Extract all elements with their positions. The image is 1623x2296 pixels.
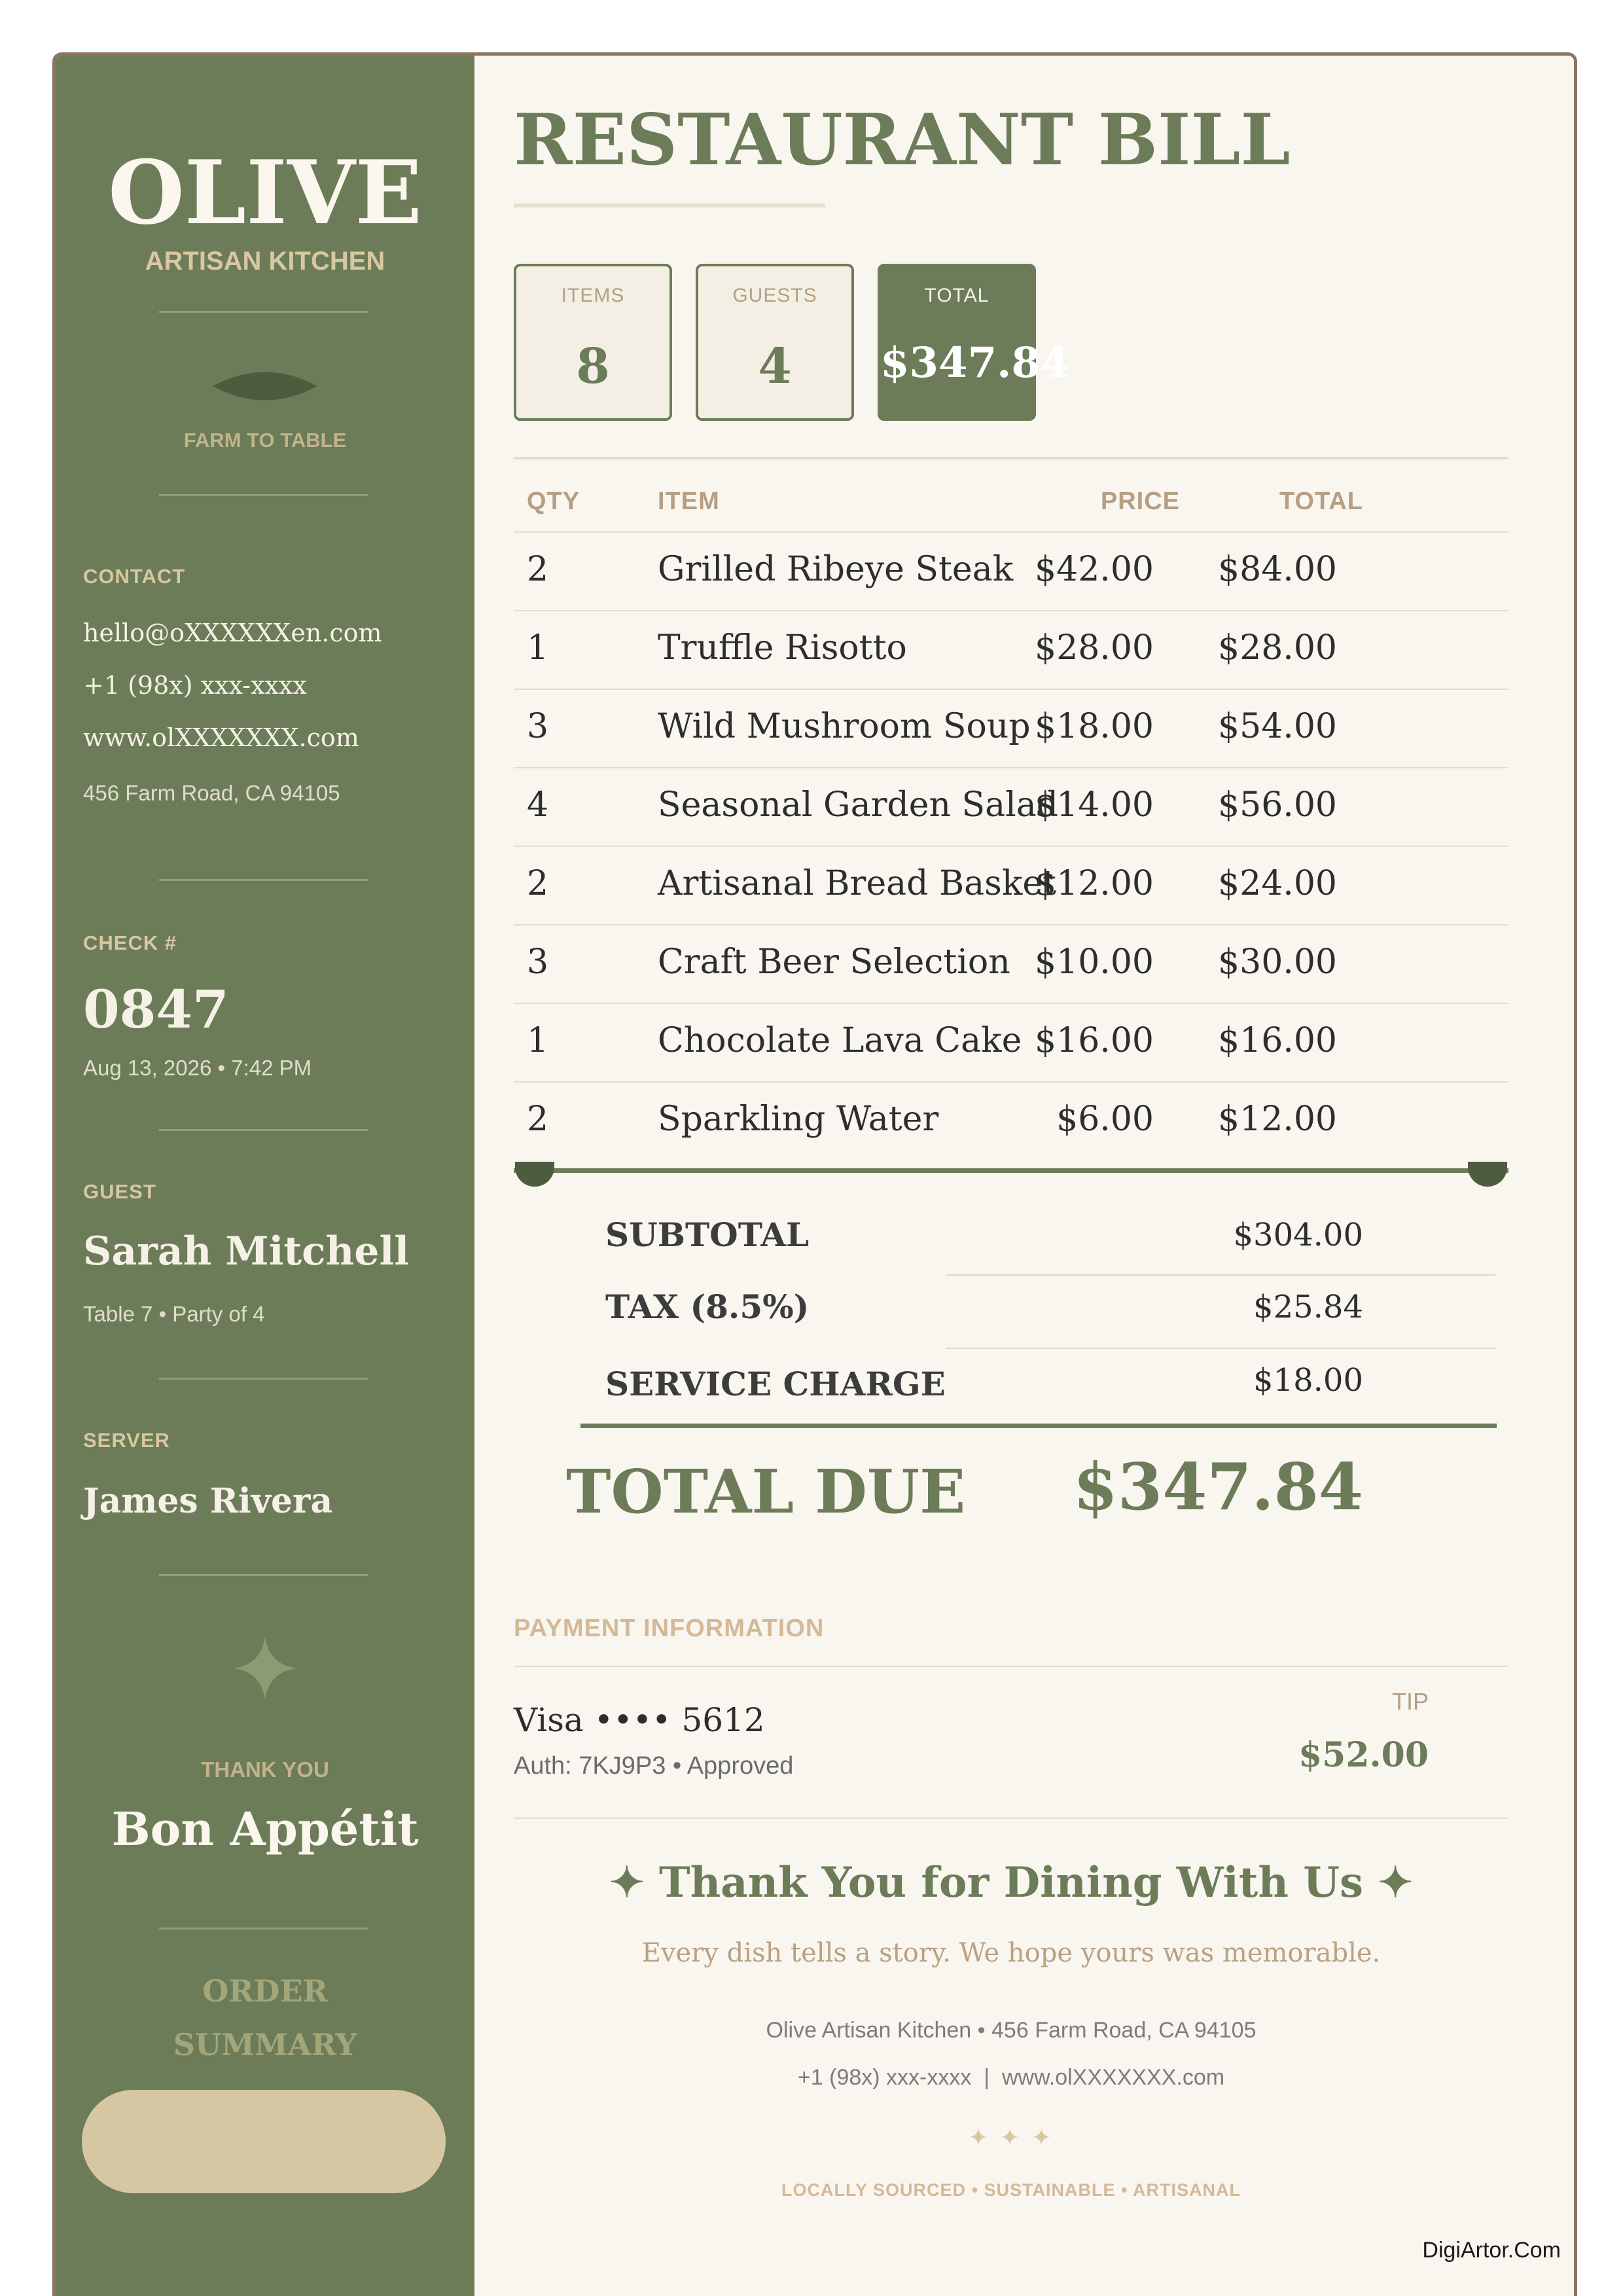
stat-items-value: 8 [576,338,610,395]
footer-contact: +1 (98x) xxx-xxxx | www.olXXXXXXX.com [797,2065,1225,2090]
summary-divider [946,1348,1495,1349]
page-title: RESTAURANT BILL [514,99,1291,181]
contact-address: 456 Farm Road, CA 94105 [83,781,340,805]
guest-label: GUEST [83,1180,156,1203]
footer-rule [514,1818,1508,1819]
row-item: Truffle Risotto [658,628,907,668]
order-summary-line2: SUMMARY [173,2027,357,2062]
title-underline [514,204,825,207]
row-item: Wild Mushroom Soup [658,707,1031,746]
olive-leaf-icon [211,367,319,405]
stat-total-value: $347.84 [880,338,1070,387]
divider [159,879,368,881]
guest-details: Table 7 • Party of 4 [83,1302,265,1326]
row-total: $24.00 [1218,864,1337,903]
server-name: James Rivera [83,1481,333,1521]
service-charge-value: $18.00 [1253,1362,1363,1399]
row-item: Chocolate Lava Cake [658,1021,1022,1060]
footer-heading: ✦ Thank You for Dining With Us ✦ [609,1858,1413,1907]
stat-guests-label: GUESTS [732,285,817,306]
rule-end-ornament [515,1162,554,1187]
total-due-label: TOTAL DUE [566,1456,966,1527]
divider [159,1378,368,1380]
stat-guests-value: 4 [758,338,792,395]
table-bottom-rule [514,1168,1508,1173]
row-price: $14.00 [1035,785,1154,825]
row-qty: 3 [527,942,549,982]
brand-subtitle: ARTISAN KITCHEN [145,247,385,276]
table-row [514,847,1508,925]
footer-values: LOCALLY SOURCED • SUSTAINABLE • ARTISANAL [781,2180,1241,2200]
stat-total [878,264,1070,421]
header-item: ITEM [658,488,720,515]
server-label: SERVER [83,1429,170,1452]
tax-value: $25.84 [1253,1289,1363,1325]
divider [159,1574,368,1576]
footer-address: Olive Artisan Kitchen • 456 Farm Road, CA 94105 [766,2018,1257,2043]
row-qty: 4 [527,785,549,825]
sidebar [56,56,474,2296]
row-price: $10.00 [1035,942,1154,982]
table-row [514,768,1508,847]
row-price: $16.00 [1035,1021,1154,1060]
watermark: DigiArtor.Com [1422,2238,1561,2263]
divider [159,494,368,496]
row-total: $54.00 [1218,707,1337,746]
row-item: Artisanal Bread Basket [658,864,1057,903]
row-total: $16.00 [1218,1021,1337,1060]
footer-ornament-icon: ✦ ✦ ✦ [968,2124,1054,2151]
row-qty: 1 [527,628,549,668]
table-row [514,925,1508,1004]
divider [159,1928,368,1929]
row-price: $28.00 [1035,628,1154,668]
header-total: TOTAL [1279,488,1363,515]
summary-divider [946,1274,1495,1276]
rule-end-ornament [1468,1162,1507,1187]
row-total: $30.00 [1218,942,1337,982]
row-qty: 2 [527,1100,549,1139]
row-price: $42.00 [1035,550,1154,589]
stat-guests [696,264,854,421]
check-number: 0847 [83,978,229,1040]
stat-items [514,264,672,421]
receipt [52,52,1577,2296]
row-qty: 2 [527,550,549,589]
check-label: CHECK # [83,931,177,954]
header-price: PRICE [1100,488,1180,515]
tip-label: TIP [1391,1688,1429,1715]
tax-label: TAX (8.5%) [605,1287,810,1326]
subtotal-label: SUBTOTAL [605,1215,810,1254]
row-total: $56.00 [1218,785,1337,825]
check-datetime: Aug 13, 2026 • 7:42 PM [83,1056,312,1080]
payment-card: Visa •••• 5612 [514,1701,765,1739]
table-top-rule [514,457,1508,459]
row-qty: 1 [527,1021,549,1060]
header-qty: QTY [527,488,580,515]
row-price: $12.00 [1035,864,1154,903]
order-summary-line1: ORDER [202,1973,328,2009]
row-qty: 2 [527,864,549,903]
row-price: $18.00 [1035,707,1154,746]
divider [159,311,368,313]
table-row [514,1083,1508,1161]
row-item: Sparkling Water [658,1100,939,1139]
table-row [514,1004,1508,1083]
table-row [514,611,1508,690]
contact-label: CONTACT [83,565,186,588]
order-summary-button[interactable] [82,2090,446,2193]
guest-name: Sarah Mitchell [83,1229,410,1274]
sparkle-icon [234,1637,296,1700]
total-rule [580,1424,1497,1428]
greeting: Bon Appétit [111,1802,419,1856]
row-item: Seasonal Garden Salad [658,785,1059,825]
total-due-value: $347.84 [1073,1450,1363,1525]
table-row [514,533,1508,611]
tip-value: $52.00 [1298,1735,1429,1775]
contact-phone: +1 (98x) xxx-xxxx [83,671,307,700]
stat-items-label: ITEMS [561,285,625,306]
contact-website: www.olXXXXXXX.com [83,723,359,752]
brand-tagline: FARM TO TABLE [183,429,347,452]
payment-rule [514,1666,1508,1667]
thanks-label: THANK YOU [201,1757,329,1782]
contact-email: hello@oXXXXXXen.com [83,619,382,647]
row-total: $12.00 [1218,1100,1337,1139]
service-charge-label: SERVICE CHARGE [605,1365,946,1403]
row-total: $84.00 [1218,550,1337,589]
table-row [514,690,1508,768]
brand-name: OLIVE [108,141,422,244]
bill-main [474,56,1574,2296]
stat-total-label: TOTAL [924,285,990,306]
row-total: $28.00 [1218,628,1337,668]
footer-message: Every dish tells a story. We hope yours was memorable. [641,1938,1381,1968]
row-price: $6.00 [1056,1100,1154,1139]
row-qty: 3 [527,707,549,746]
payment-auth: Auth: 7KJ9P3 • Approved [514,1752,794,1780]
payment-section-label: PAYMENT INFORMATION [514,1615,825,1642]
subtotal-value: $304.00 [1233,1217,1363,1253]
divider [159,1129,368,1131]
row-item: Grilled Ribeye Steak [658,550,1014,589]
row-item: Craft Beer Selection [658,942,1010,982]
